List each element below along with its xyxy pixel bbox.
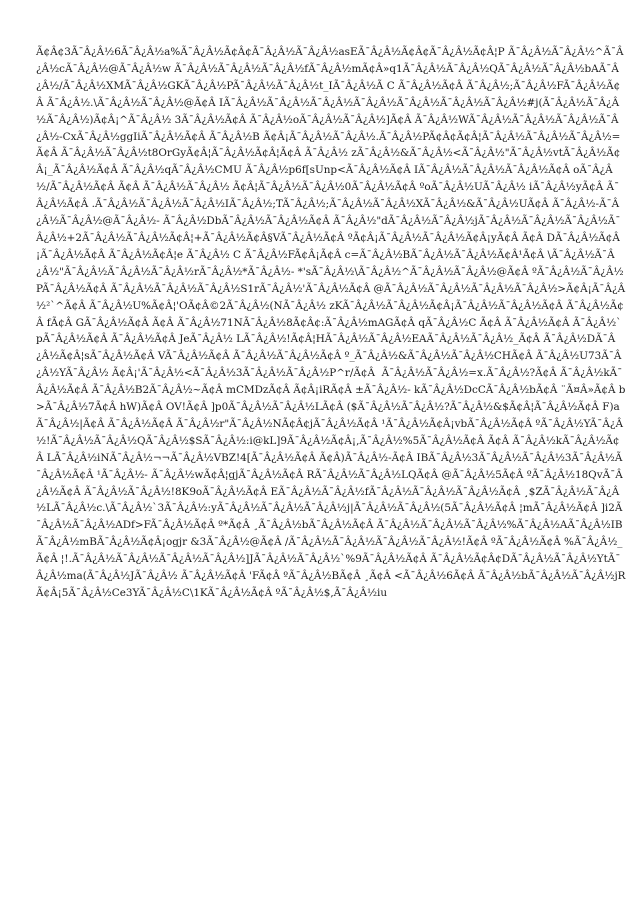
garbled-text-body: Ã¢Â¢3Ã¯Â¿Â½6Ã¯Â¿Â½a%Ã¯Â¿Â½Ã¢Â¢Ã¯Â¿Â½Ã¯Â¿Â½asEÃ¯Â¿Â½Ã¢Â¢Ã¯Â¿Â½Ã¢Â¦P Ã¯Â¿Â½Ã¯Â¿Â½^Ã¯Â¿Â½cÃ¯Â¿Â½@Ã¯Â¿Â½w Ã¯Â¿Â½Ã¯Â¿Â½Ã¯Â¿Â½fÃ¯Â¿Â½mÃ¢Â»q1Ã¯Â¿Â½Ã¯Â¿Â½QÃ¯Â¿Â½Ã¯Â¿Â½bAÃ¯Â¿Â½/Ã¯Â¿Â½XMÃ¯Â¿Â½GKÃ¯Â¿Â½PÃ¯Â¿Â½Ã¯Â¿Â½t_IÃ¯Â¿Â½Ã C Ã¯Â¿Â½Ã¢Â Ã¯Â¿Â½;Ã¯Â¿Â½FÃ¯Â¿Â½Ã¢Â Ã¯Â¿Â½.\Ã¯Â¿Â½Ã¯Â¿Â½@Ã¢Â IÃ¯Â¿Â½Ã¯Â¿Â½Ã¯Â¿Â½Ã¯Â¿Â½Ã¯Â¿Â½Ã¯Â¿Â½Ã¯Â¿Â½#j(Ã¯Â¿Â½Ã¯Â¿Â½Ã¯Â¿Â½)Ã¢Â¡^Ã¯Â¿Â½ 3Ã¯Â¿Â½Ã¢Â Ã¯Â¿Â½oÃ¯Â¿Â½Ã¯Â¿Â½]Ã¢Â Ã¯Â¿Â½WÃ¯Â¿Â½Ã¯Â¿Â½Ã¯Â¿Â½Ã¯Â¿Â½-CxÃ¯Â¿Â½ggIiÃ¯Â¿Â½Ã¢Â Ã¯Â¿Â½B Ã¢Â¡Ã¯Â¿Â½Ã¯Â¿Â½.Ã¯Â¿Â½PÃ¢Â¢Ã¢Â¦Ã¯Â¿Â½Ã¯Â¿Â½Ã¯Â¿Â½=Ã¢Â Ã¯Â¿Â½Ã¯Â¿Â½t8OrGyÃ¢Â¦Ã¯Â¿Â½Ã¢Â¦Ã¢Â Ã¯Â¿Â½ zÃ¯Â¿Â½&Ã¯Â¿Â½<Ã¯Â¿Â½"Ã¯Â¿Â½vtÃ¯Â¿Â½Ã¢Â¡_Ã¯Â¿Â½Ã¢Â Ã¯Â¿Â½qÃ¯Â¿Â½CMU Ã¯Â¿Â½p6f[sUnp<Ã¯Â¿Â½Ã¢Â IÃ¯Â¿Â½Ã¯Â¿Â½Ã¯Â¿Â½Ã¢Â oÃ¯Â¿Â½/Ã¯Â¿Â½Ã¢Â Ã¢Â Ã¯Â¿Â½Ã¯Â¿Â½ Ã¢Â¦Ã¯Â¿Â½Ã¯Â¿Â½0Ã¯Â¿Â½Ã¢Â ºoÃ¯Â¿Â½UÃ¯Â¿Â½ iÃ¯Â¿Â½yÃ¢Â Ã¯Â¿Â½Ã¢Â .Ã¯Â¿Â½Ã¯Â¿Â½Ã¯Â¿Â½IÃ¯Â¿Â½;TÃ¯Â¿Â½;Ã¯Â¿Â½Ã¯Â¿Â½XÃ¯Â¿Â½&Ã¯Â¿Â½UÃ¢Â Ã¯Â¿Â½-Ã¯Â¿Â½Ã¯Â¿Â½@Ã¯Â¿Â½- Ã¯Â¿Â½DbÃ¯Â¿Â½Ã¯Â¿Â½Ã¢Â Ã¯Â¿Â½"dÃ¯Â¿Â½Ã¯Â¿Â½jÃ¯Â¿Â½Ã¯Â¿Â½Ã¯Â¿Â½Ã¯Â¿Â½+2Ã¯Â¿Â½Ã¯Â¿Â½Ã¢Â¦+Ã¯Â¿Â½Ã¢Â§VÃ¯Â¿Â½Ã¢Â ºÃ¢Â¡Ã¯Â¿Â½Ã¯Â¿Â½Ã¢Â¡yÃ¢Â Ã¢Â DÃ¯Â¿Â½Ã¢Â¡Ã¯Â¿Â½Ã¢Â Ã¯Â¿Â½Ã¢Â¦e Ã¯Â¿Â½ C Ã¯Â¿Â½FÃ¢Â¡Ã¢Â c=Ã¯Â¿Â½BÃ¯Â¿Â½Ã¯Â¿Â½Ã¢Â¹Ã¢Â \Ã¯Â¿Â½Ã¯Â¿Â½"Ã¯Â¿Â½Ã¯Â¿Â½Ã¯Â¿Â½rÃ¯Â¿Â½*Ã¯Â¿Â½- *'sÃ¯Â¿Â½\Ã¯Â¿Â½^Ã¯Â¿Â½Ã¯Â¿Â½@Ã¢Â ºÃ¯Â¿Â½Ã¯Â¿Â½PÃ¯Â¿Â½Ã¢Â Ã¯Â¿Â½Ã¯Â¿Â½Ã¯Â¿Â½S1rÃ¯Â¿Â½'Ã¯Â¿Â½Ã¢Â @Ã¯Â¿Â½Ã¯Â¿Â½Ã¯Â¿Â½Ã¯Â¿Â½>Ã¢Â¡Ã¯Â¿Â½²`^Ã¢Â Ã¯Â¿Â½U%Ã¢Â¦'OÃ¢Â©2Ã¯Â¿Â½(NÃ¯Â¿Â½ zKÃ¯Â¿Â½Ã¯Â¿Â½Ã¢Â¡Ã¯Â¿Â½Ã¯Â¿Â½Ã¢Â Ã¯Â¿Â½Ã¢Â fÃ¢Â GÃ¯Â¿Â½Ã¢Â Ã¢Â Ã¯Â¿Â½71NÃ¯Â¿Â½8Ã¢Â¢:Ã¯Â¿Â½mAGÃ¢Â qÃ¯Â¿Â½C Ã¢Â Ã¯Â¿Â½Ã¢Â Ã¯Â¿Â½`pÃ¯Â¿Â½Ã¢Â Ã¯Â¿Â½Ã¢Â JeÃ¯Â¿Â½ LÃ¯Â¿Â½!Ã¢Â¦HÃ¯Â¿Â½Ã¯Â¿Â½EAÃ¯Â¿Â½Ã¯Â¿Â½_Ã¢Â Ã¯Â¿Â½DÃ¯Â¿Â½Ã¢Â¦sÃ¯Â¿Â½Ã¢Â VÃ¯Â¿Â½Ã¢Â Ã¯Â¿Â½Ã¯Â¿Â½Ã¢Â º_Ã¯Â¿Â½&Ã¯Â¿Â½Ã¯Â¿Â½CHÃ¢Â Ã¯Â¿Â½U73Ã¯Â¿Â½YÃ¯Â¿Â½ Ã¢Â¡'Ã¯Â¿Â½<Ã¯Â¿Â½3Ã¯Â¿Â½Ã¯Â¿Â½P^r/Ã¢Â Ã¯Â¿Â½Ã¯Â¿Â½=x.Ã¯Â¿Â½?Ã¢Â Ã¯Â¿Â½kÃ¯Â¿Â½Ã¢Â Ã¯Â¿Â½B2Ã¯Â¿Â½~Ã¢Â mCMDzÃ¢Â Ã¢Â¡iRÃ¢Â ±Ã¯Â¿Â½- kÃ¯Â¿Â½DcCÃ¯Â¿Â½bÃ¢Â ¨Ã¤Â»Ã¢Â b>Ã¯Â¿Â½7Ã¢Â hW)Ã¢Â OV!Ã¢Â ]p0Ã¯Â¿Â½Ã¯Â¿Â½LÃ¢Â ($Ã¯Â¿Â½Ã¯Â¿Â½?Ã¯Â¿Â½&$Ã¢Â¦Ã¯Â¿Â½Ã¢Â F)aÃ¯Â¿Â½|Ã¢Â Ã¯Â¿Â½Ã¢Â Ã¯Â¿Â½r"Ã¯Â¿Â½NÃ¢Â¢jÃ¯Â¿Â½Ã¢Â ¹Ã¯Â¿Â½Ã¢Â¡vbÃ¯Â¿Â½Ã¢Â ºÃ¯Â¿Â½YÃ¯Â¿Â½!Ã¯Â¿Â½Ã¯Â¿Â½QÃ¯Â¿Â½$SÃ¯Â¿Â½:i@kL]9Ã¯Â¿Â½Ã¢Â¡,Ã¯Â¿Â½%5Ã¯Â¿Â½Ã¢Â Ã¢Â Ã¯Â¿Â½kÃ¯Â¿Â½Ã¢Â LÃ¯Â¿Â½iNÃ¯Â¿Â½¬¬Ã¯Â¿Â½VBZ!4[Ã¯Â¿Â½Ã¢Â Ã¢Â)Ã¯Â¿Â½-Ã¢Â IBÃ¯Â¿Â½3Ã¯Â¿Â½Ã¯Â¿Â½3Ã¯Â¿Â½Ã¯Â¿Â½Ã¢Â ¹Ã¯Â¿Â½- Ã¯Â¿Â½wÃ¢Â¦gjÃ¯Â¿Â½Ã¢Â RÃ¯Â¿Â½Ã¯Â¿Â½LQÃ¢Â @Ã¯Â¿Â½5Ã¢Â ºÃ¯Â¿Â½18QvÃ¯Â¿Â½Ã¢Â Ã¯Â¿Â½Ã¯Â¿Â½!8K9oÃ¯Â¿Â½Ã¢Â EÃ¯Â¿Â½Ã¯Â¿Â½fÃ¯Â¿Â½Ã¯Â¿Â½Ã¯Â¿Â½Ã¢Â ¸$ZÃ¯Â¿Â½Ã¯Â¿Â½LÃ¯Â¿Â½c.\Ã¯Â¿Â½`3Ã¯Â¿Â½:yÃ¯Â¿Â½Ã¯Â¿Â½Ã¯Â¿Â½j|Ã¯Â¿Â½Ã¯Â¿Â½(5Ã¯Â¿Â½Ã¢Â ¦mÃ¯Â¿Â½Ã¢Â ]i2Ã¯Â¿Â½Ã¯Â¿Â½ADf>FÃ¯Â¿Â½Ã¢Â º*Ã¢Â ¸Ã¯Â¿Â½bÃ¯Â¿Â½Ã¢Â Ã¯Â¿Â½Ã¯Â¿Â½Ã¯Â¿Â½%Ã¯Â¿Â½AÃ¯Â¿Â½IBÃ¯Â¿Â½mBÃ¯Â¿Â½Ã¢Â¡ogjr &3Ã¯Â¿Â½@Ã¢Â /Ã¯Â¿Â½Ã¯Â¿Â½Ã¯Â¿Â½Ã¯Â¿Â½!Ã¢Â ºÃ¯Â¿Â½Ã¢Â %Ã¯Â¿Â½_Ã¢Â ¦!.Ã¯Â¿Â½Ã¯Â¿Â½Ã¯Â¿Â½Ã¯Â¿Â½]JÃ¯Â¿Â½Ã¯Â¿Â½`%9Ã¯Â¿Â½Ã¢Â Ã¯Â¿Â½Ã¢Â¢DÃ¯Â¿Â½Ã¯Â¿Â½YtÃ¯Â¿Â½ma(Ã¯Â¿Â½JÃ¯Â¿Â½ Ã¯Â¿Â½Ã¢Â 'FÃ¢Â ºÃ¯Â¿Â½BÃ¢Â ¸Ã¢Â <Ã¯Â¿Â½6Ã¢Â Ã¯Â¿Â½bÃ¯Â¿Â½Ã¯Â¿Â½jRÃ¢Â¡5Ã¯Â¿Â½Ce3YÃ¯Â¿Â½C\1KÃ¯Â¿Â½Ã¢Â ºÃ¯Â¿Â½$,Ã¯Â¿Â½iu <box>36 46 626 599</box>
